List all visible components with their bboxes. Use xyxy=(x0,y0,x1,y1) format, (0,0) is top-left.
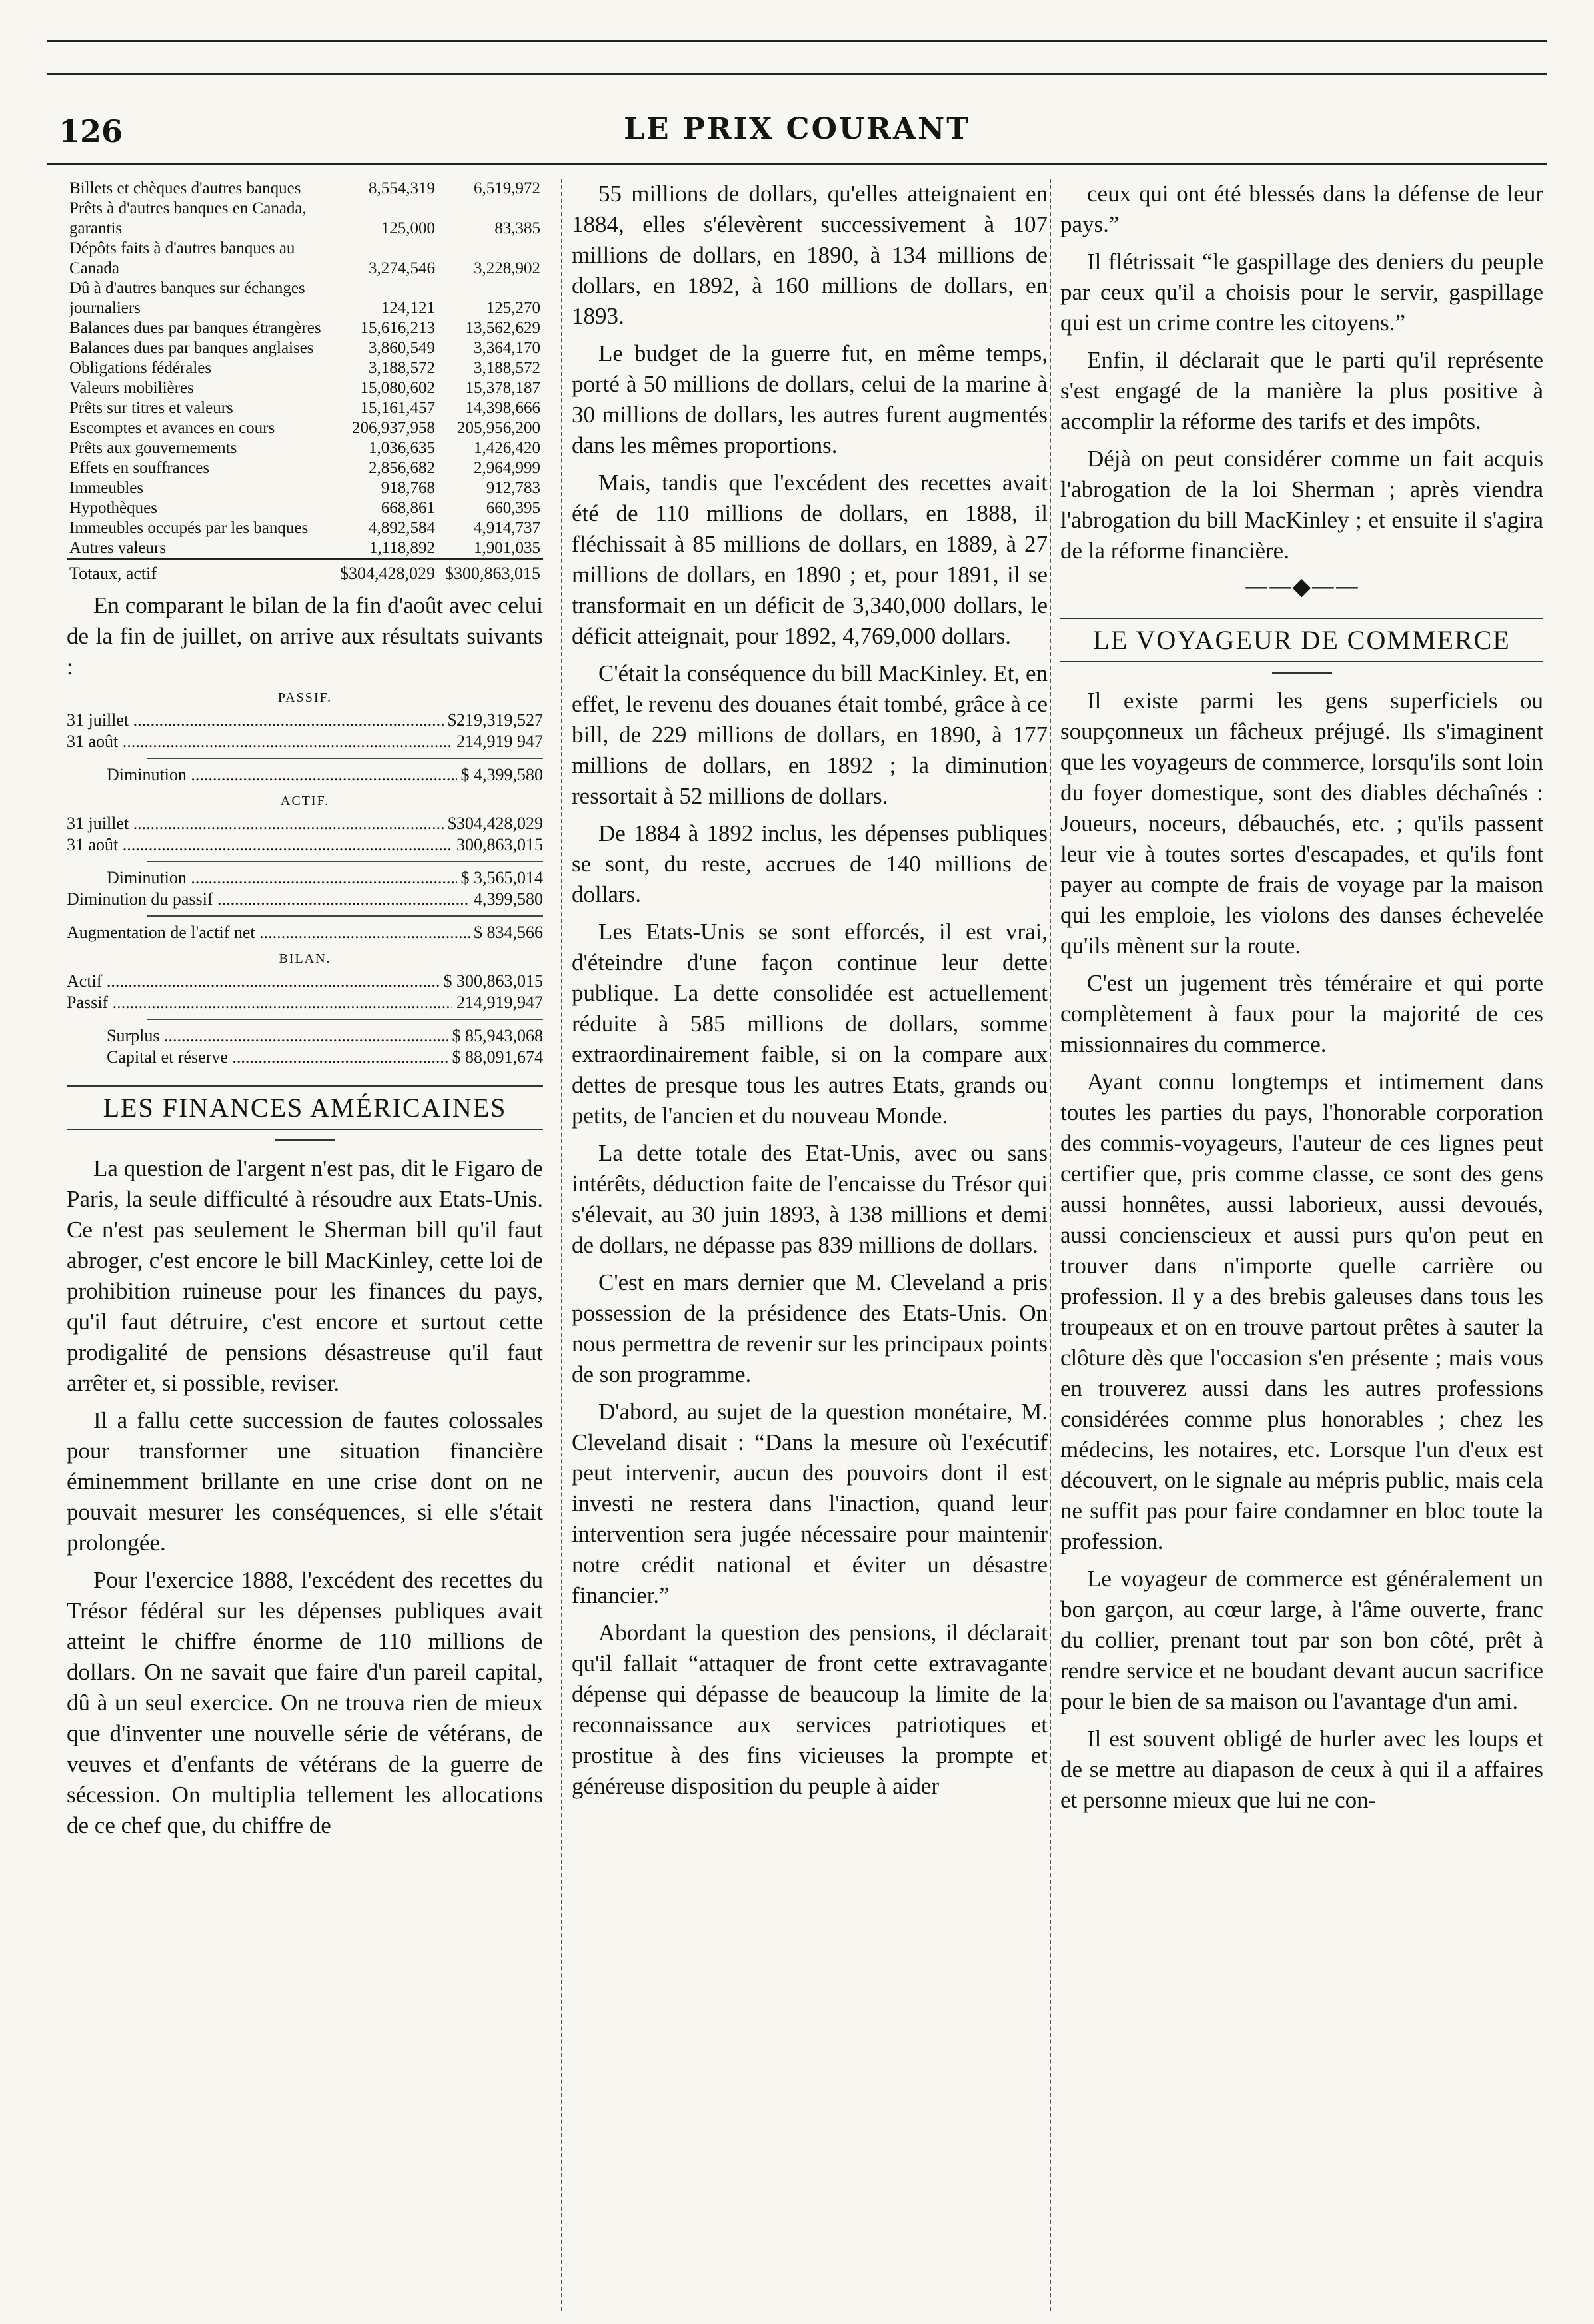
article-body xyxy=(67,1153,543,1841)
paragraph: C'est un jugement très téméraire et qui porte complètement à faux pour la majorité de ces missionnaires du commerce. xyxy=(1060,970,1543,1057)
comparison-intro: En comparant le bilan de la fin d'août avec celui de la fin de juillet, on arrive aux résultats suivants : xyxy=(67,592,543,680)
top-rule-2 xyxy=(47,73,1547,75)
table-row xyxy=(67,458,543,478)
row-value: 206,937,958 xyxy=(352,419,435,437)
paragraph: La dette totale des Etat-Unis, avec ou sans intérêts, déduction faite de l'encaisse du Trésor qui s'élevait, au 30 juin 1893, à 138 millions et demi de dollars, ne dépasse pas 839 millions de dollars. xyxy=(572,1140,1048,1258)
row-value: 918,768 xyxy=(381,479,435,497)
table-row xyxy=(67,438,543,458)
passif-row-value: $219,319,527 xyxy=(448,710,543,730)
row-label: Hypothèques xyxy=(69,499,157,517)
article-heading-voyageur: LE VOYAGEUR DE COMMERCE xyxy=(1060,618,1543,662)
row-label: Prêts aux gouvernements xyxy=(69,439,237,457)
actif-title: ACTIF. xyxy=(280,794,330,808)
actif-row-label: 31 août ..... xyxy=(67,834,452,856)
column-3 xyxy=(1050,179,1543,2311)
paragraph: Le budget de la guerre fut, en même temps, porté à 50 millions de dollars, celui de la marine à 30 millions de dollars, les autres furent augmentés dans les mêmes proportions. xyxy=(572,340,1048,458)
surplus-row xyxy=(67,1025,543,1047)
top-rule xyxy=(47,40,1547,42)
paragraph: Les Etats-Unis se sont efforcés, il est vrai, d'éteindre d'une façon continue leur dette publique. La dette consolidée est actuellement réduite à 585 millions de dollars, somme extraordinairement faible, si on la compare aux dettes de presque tous les autres Etats, grands ou petits, de l'ancien et du nouveau Monde. xyxy=(572,919,1048,1129)
capital-row xyxy=(67,1047,543,1068)
row-value: 125,270 xyxy=(486,299,540,317)
actif-row-label: 31 juillet ..... xyxy=(67,813,444,834)
paragraph: Il a fallu cette succession de fautes colossales pour transformer une situation financière éminemment brillante en une crise dont on ne pouvait mesurer les conséquences, si elle s'était prolongée. xyxy=(67,1407,543,1556)
passif-title: PASSIF. xyxy=(277,690,333,705)
total-value-1: $304,428,029 xyxy=(333,559,438,584)
column-2 xyxy=(561,179,1048,2311)
row-value: 14,398,666 xyxy=(465,399,540,417)
paragraph: Abordant la question des pensions, il déclarait qu'il fallait “attaquer de front cette extravagante dépense qui dépasse de beaucoup la limite de la reconnaissance aux services patriotiques et prostitue à des fins vicieuses la prompte et généreuse disposition du peuple à aider xyxy=(572,1620,1048,1799)
table-row xyxy=(67,338,543,358)
paragraph: Le voyageur de commerce est généralement un bon garçon, au cœur large, à l'âme ouverte, franc du collier, prenant tout par son bon côté, prêt à rendre service et ne boudant devant aucun sacrifice pour le bien de sa maison ou l'avantage d'un ami. xyxy=(1060,1566,1543,1714)
row-value: 3,364,170 xyxy=(474,339,540,357)
row-value: 205,956,200 xyxy=(457,419,540,437)
paragraph: Pour l'exercice 1888, l'excédent des recettes du Trésor fédéral sur les dépenses publiques avait atteint le chiffre énorme de 110 millions de dollars. On ne savait que faire d'un pareil capital, dû à un seul exercice. On ne trouva rien de mieux que d'inventer une nouvelle série de vétérans, de veuves et d'enfants de vétérans de la guerre de sécession. On multiplia tellement les allocations de ce chef que, du chiffre de xyxy=(67,1567,543,1838)
actif-diminution-label: Diminution ..... xyxy=(107,868,457,889)
row-value: 2,856,682 xyxy=(369,459,435,477)
sum-rule xyxy=(147,861,543,862)
row-value: 668,861 xyxy=(381,499,435,517)
row-value: 3,188,572 xyxy=(474,359,540,377)
table-row xyxy=(67,378,543,398)
row-label: Balances dues par banques anglaises xyxy=(69,339,314,357)
row-value: 125,000 xyxy=(381,219,435,237)
heading-rule xyxy=(275,1139,335,1141)
row-label: Balances dues par banques étrangères xyxy=(69,319,321,337)
diminution-passif-label: Diminution du passif ..... xyxy=(67,889,470,910)
column-1 xyxy=(67,179,543,2311)
paragraph: Il est souvent obligé de hurler avec les loups et de se mettre au diapason de ceux à qui il a affaires et personne mieux que lui ne con- xyxy=(1060,1726,1543,1813)
row-value: 912,783 xyxy=(486,479,540,497)
diminution-passif-row xyxy=(67,889,543,910)
row-label: Immeubles occupés par les banques xyxy=(69,519,309,537)
paragraph: Enfin, il déclarait que le parti qu'il représente s'est engagé de la manière la plus positive à accomplir la réforme des tarifs et des impôts. xyxy=(1060,347,1543,434)
page-number: 126 xyxy=(59,113,123,149)
passif-row xyxy=(67,710,543,731)
heading-rule xyxy=(1272,672,1332,674)
row-value: 8,554,319 xyxy=(369,179,435,197)
row-label: Valeurs mobilières xyxy=(69,379,194,397)
row-value: 3,860,549 xyxy=(369,339,435,357)
row-value: 15,080,602 xyxy=(360,379,435,397)
table-row xyxy=(67,518,543,538)
paragraph: 55 millions de dollars, qu'elles atteignaient en 1884, elles s'élevèrent successivement à 107 millions de dollars, en 1890, à 134 millions de dollars, en 1892, à 160 millions de dollars, en 1893. xyxy=(572,181,1048,329)
row-value: 1,118,892 xyxy=(369,539,435,557)
passif-row xyxy=(67,731,543,752)
bilan-row-value: 214,919,947 xyxy=(456,993,543,1012)
row-value: 1,036,635 xyxy=(369,439,435,457)
section-ornament: ——◆—— xyxy=(1244,573,1359,600)
passif-row-label: 31 août ..... xyxy=(67,731,452,752)
balance-table xyxy=(67,179,543,584)
row-value: 660,395 xyxy=(486,499,540,517)
row-label: Prêts à d'autres banques en Canada, garantis xyxy=(69,199,307,237)
paragraph: La question de l'argent n'est pas, dit le Figaro de Paris, la seule difficulté à résoudre aux Etats-Unis. Ce n'est pas seulement le Sherman bill qu'il faut abroger, c'est encore le bill MacKinley, cette loi de prohibition ruineuse pour les finances du pays, qu'il faut détruire, c'est encore et surtout cette prodigalité de pensions désastreuse qu'il faut arrêter et, si possible, reviser. xyxy=(67,1155,543,1396)
passif-diminution-value: $ 4,399,580 xyxy=(460,765,543,784)
row-label: Autres valeurs xyxy=(69,539,167,557)
row-value: 4,914,737 xyxy=(474,519,540,537)
paragraph: Ayant connu longtemps et intimement dans toutes les parties du pays, l'honorable corporation des commis-voyageurs, l'auteur de ces lignes peut certifier que, pris comme classe, ce sont des gens aussi honnêtes, aussi laborieux, aussi devoués, aussi concienscieux et aussi purs qu'on peut en trouver dans n'importe quelle carrière ou profession. Il y a des brebis galeuses dans tous les troupeaux et on en trouve partout prêtes à sauter la clôture dès que l'occasion s'en présente ; mais vous en trouverez aussi dans les autres professions considérées comme plus honorables ; chez les médecins, les notaires, etc. Lorsque l'un d'eux est découvert, on le signale au mépris public, mais cela ne suffit pas pour faire condamner en bloc toute la profession. xyxy=(1060,1069,1543,1554)
table-row xyxy=(67,179,543,199)
augmentation-value: $ 834,566 xyxy=(474,923,543,942)
article-body xyxy=(1060,179,1543,566)
row-value: 13,562,629 xyxy=(465,319,540,337)
actif-row xyxy=(67,813,543,834)
table-row xyxy=(67,498,543,518)
row-value: 6,519,972 xyxy=(474,179,540,197)
actif-row xyxy=(67,834,543,856)
paragraph: Il existe parmi les gens superficiels ou soupçonneux un fâcheux préjugé. Ils s'imaginent que les voyageurs de commerce, lorsqu'ils sont loin du foyer domestique, sont des diables déchaînés : Joueurs, noceurs, débauchés, etc. ; qu'ils passent leur vie à toutes sortes d'escapades, et qu'ils font payer au compte de frais de voyage par la maison qui les emploie, les violons des danses échevelée qu'ils mènent sur la route. xyxy=(1060,688,1543,959)
row-label: Effets en souffrances xyxy=(69,459,210,477)
row-label: Prêts sur titres et valeurs xyxy=(69,399,233,417)
paragraph: Il flétrissait “le gaspillage des deniers du peuple par ceux qu'il a choisis pour le servir, gaspillage qui est un crime contre les citoyens.” xyxy=(1060,249,1543,336)
article-body xyxy=(572,179,1048,1802)
total-value-2: $300,863,015 xyxy=(438,559,543,584)
augmentation-label: Augmentation de l'actif net ..... xyxy=(67,922,470,943)
bilan-row xyxy=(67,992,543,1013)
actif-diminution-row xyxy=(67,868,543,889)
paragraph: ceux qui ont été blessés dans la défense de leur pays.” xyxy=(1060,181,1543,237)
table-row xyxy=(67,538,543,559)
journal-title: LE PRIX COURANT xyxy=(624,112,970,146)
row-label: Escomptes et avances en cours xyxy=(69,419,275,437)
passif-diminution-row xyxy=(67,764,543,786)
paragraph: C'est en mars dernier que M. Cleveland a pris possession de la présidence des Etats-Unis. On nous permettra de revenir sur les principaux points de son programme. xyxy=(572,1269,1048,1387)
table-row xyxy=(67,478,543,498)
row-value: 3,274,546 xyxy=(369,259,435,277)
row-value: 3,228,902 xyxy=(474,259,540,277)
header-rule xyxy=(47,163,1547,165)
passif-row-value: 214,919 947 xyxy=(456,732,543,751)
actif-diminution-value: $ 3,565,014 xyxy=(460,868,543,887)
bilan-row xyxy=(67,971,543,992)
row-value: 2,964,999 xyxy=(474,459,540,477)
augmentation-row xyxy=(67,922,543,943)
total-label: Totaux, actif xyxy=(67,559,333,584)
bilan-row-value: $ 300,863,015 xyxy=(443,971,543,991)
table-row xyxy=(67,318,543,338)
paragraph: De 1884 à 1892 inclus, les dépenses publiques se sont, du reste, accrues de 140 millions de dollars. xyxy=(572,820,1048,907)
bilan-row-label: Actif ..... xyxy=(67,971,440,992)
passif-diminution-label: Diminution ..... xyxy=(107,764,457,786)
table-total-row xyxy=(67,559,543,584)
passif-row-label: 31 juillet ..... xyxy=(67,710,444,731)
row-value: 15,161,457 xyxy=(360,399,435,417)
row-value: 83,385 xyxy=(494,219,540,237)
row-label: Billets et chèques d'autres banques xyxy=(69,179,301,197)
table-row xyxy=(67,418,543,438)
row-value: 3,188,572 xyxy=(369,359,435,377)
sum-rule xyxy=(147,915,543,917)
bilan-row-label: Passif ..... xyxy=(67,992,452,1013)
diminution-passif-value: 4,399,580 xyxy=(474,889,543,909)
table-row xyxy=(67,199,543,239)
actif-row-value: $304,428,029 xyxy=(448,814,543,833)
article-body xyxy=(1060,686,1543,1816)
actif-row-value: 300,863,015 xyxy=(456,835,543,854)
capital-value: $ 88,091,674 xyxy=(452,1047,543,1067)
row-value: 1,901,035 xyxy=(474,539,540,557)
row-value: 15,378,187 xyxy=(465,379,540,397)
paragraph: Déjà on peut considérer comme un fait acquis l'abrogation de la loi Sherman ; après viendra l'abrogation du bill MacKinley ; et ensuite il s'agira de la réforme financière. xyxy=(1060,446,1543,564)
row-label: Immeubles xyxy=(69,479,144,497)
article-heading-finances: LES FINANCES AMÉRICAINES xyxy=(67,1085,543,1130)
table-row xyxy=(67,239,543,279)
paragraph: C'était la conséquence du bill MacKinley. Et, en effet, le revenu des douanes était tombé, grâce à ce bill, de 229 millions de dollars, en 1890, à 177 millions de dollars, en 1892 ; la diminution ressortait à 52 millions de dollars. xyxy=(572,660,1048,809)
capital-label: Capital et réserve ..... xyxy=(107,1047,448,1068)
paragraph: D'abord, au sujet de la question monétaire, M. Cleveland disait : “Dans la mesure où l'exécutif peut intervenir, aucun des pouvoirs dont il est investi ne restera dans l'inaction, quand leur intervention sera jugée nécessaire pour maintenir notre crédit national et éviter un désastre financier.” xyxy=(572,1399,1048,1608)
row-value: 1,426,420 xyxy=(474,439,540,457)
sum-rule xyxy=(147,758,543,759)
row-value: 15,616,213 xyxy=(360,319,435,337)
row-label: Dû à d'autres banques sur échanges journaliers xyxy=(69,279,305,317)
row-label: Dépôts faits à d'autres banques au Canada xyxy=(69,239,295,277)
row-value: 4,892,584 xyxy=(369,519,435,537)
table-row xyxy=(67,279,543,318)
row-value: 124,121 xyxy=(381,299,435,317)
paragraph: Mais, tandis que l'excédent des recettes avait été de 110 millions de dollars, en 1888, il fléchissait à 85 millions de dollars, en 1889, à 27 millions de dollars, en 1890 ; et, pour 1891, il se transformait en un déficit de 3,340,000 dollars, le déficit atteignait, pour 1892, 4,769,000 dollars. xyxy=(572,470,1048,649)
bilan-title: BILAN. xyxy=(279,951,331,966)
sum-rule xyxy=(147,1019,543,1020)
table-row xyxy=(67,398,543,418)
row-label: Obligations fédérales xyxy=(69,359,212,377)
table-row xyxy=(67,358,543,378)
surplus-label: Surplus ..... xyxy=(107,1025,448,1047)
surplus-value: $ 85,943,068 xyxy=(452,1026,543,1045)
